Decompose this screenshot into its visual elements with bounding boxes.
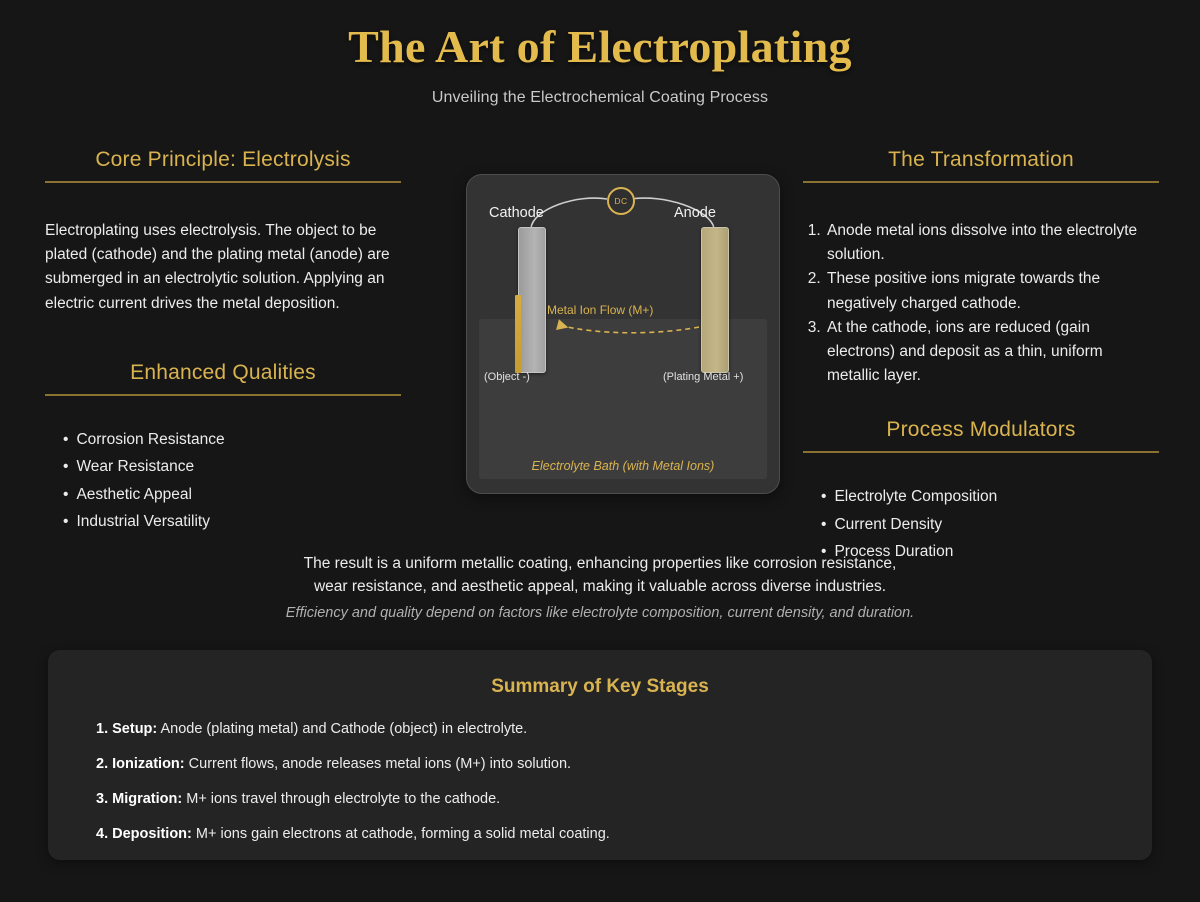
left-column — [45, 148, 401, 536]
right-column — [803, 148, 1159, 566]
list-item: • Corrosion Resistance — [63, 426, 401, 454]
stage-number: 1. — [96, 721, 109, 737]
cathode-sublabel: (Object -) — [484, 371, 530, 383]
stage-name: Setup: — [112, 721, 158, 737]
result-summary-line-2: wear resistance, and aesthetic appeal, making it valuable across diverse industries. — [313, 577, 887, 595]
list-item: • Aesthetic Appeal — [63, 481, 401, 509]
list-item — [96, 755, 1152, 774]
core-principle-body: Electroplating uses electrolysis. The object to be plated (cathode) and the plating metal (anode) are submerged in an electrolytic solution. Applying an electric current drives the metal deposition. — [45, 222, 390, 312]
list-item — [96, 825, 1152, 844]
list-item: • Industrial Versatility — [63, 508, 401, 536]
section-title-transformation: The Transformation — [803, 148, 1159, 183]
list-item: • Electrolyte Composition — [821, 483, 1159, 511]
list-item — [96, 720, 1152, 739]
transformation-steps-list — [803, 219, 1159, 388]
stage-name: Deposition: — [112, 825, 192, 842]
content-columns — [0, 148, 1200, 561]
anode-electrode — [701, 227, 729, 373]
list-item: 1. Anode metal ions dissolve into the electrolyte solution. — [825, 219, 1159, 267]
stage-number: 3. — [96, 790, 109, 807]
list-item — [96, 790, 1152, 809]
anode-sublabel: (Plating Metal +) — [663, 371, 744, 383]
anode-label: Anode — [674, 205, 716, 221]
stage-number: 2. — [96, 755, 109, 772]
electroplating-cell-diagram — [466, 174, 780, 494]
list-item: • Wear Resistance — [63, 453, 401, 481]
list-item: 3. At the cathode, ions are reduced (gain electrons) and deposit as a thin, uniform metallic layer. — [825, 316, 1159, 389]
stage-text: Anode (plating metal) and Cathode (object) in electrolyte. — [160, 721, 528, 737]
list-item: • Current Density — [821, 511, 1159, 539]
page-header — [0, 0, 1200, 107]
page-title: The Art of Electroplating — [348, 21, 852, 72]
metal-ion-flow-label: Metal Ion Flow (M+) — [547, 303, 654, 317]
electrolyte-bath-label: Electrolyte Bath (with Metal Ions) — [531, 459, 715, 473]
result-summary — [0, 553, 1200, 621]
enhanced-qualities-list — [45, 426, 401, 536]
stage-number: 4. — [96, 825, 109, 842]
stage-text: Current flows, anode releases metal ions (M+) into solution. — [188, 755, 572, 772]
dc-power-source-icon: DC — [607, 187, 635, 215]
stage-text: M+ ions travel through electrolyte to the cathode. — [186, 790, 501, 807]
section-title-core-principle: Core Principle: Electrolysis — [45, 148, 401, 183]
section-title-process-modulators: Process Modulators — [803, 418, 1159, 453]
result-summary-line-1: The result is a uniform metallic coating, enhancing properties like corrosion resistance, — [303, 555, 897, 572]
stage-name: Migration: — [112, 790, 183, 807]
plating-deposit-layer — [515, 295, 521, 373]
middle-column — [466, 174, 788, 494]
result-summary-note: Efficiency and quality depend on factors like electrolyte composition, current density, and duration. — [285, 604, 915, 621]
summary-of-key-stages-panel — [48, 650, 1152, 860]
page-subtitle: Unveiling the Electrochemical Coating Process — [431, 88, 769, 106]
cathode-electrode — [518, 227, 546, 373]
list-item: 2. These positive ions migrate towards the negatively charged cathode. — [825, 267, 1159, 315]
summary-panel-title: Summary of Key Stages — [491, 676, 709, 697]
key-stages-list — [48, 698, 1152, 843]
section-title-enhanced-qualities: Enhanced Qualities — [45, 361, 401, 396]
list-item: • Process Duration — [821, 538, 1159, 566]
cathode-label: Cathode — [489, 205, 544, 221]
stage-text: M+ ions gain electrons at cathode, forming a solid metal coating. — [195, 825, 610, 842]
stage-name: Ionization: — [112, 755, 185, 772]
